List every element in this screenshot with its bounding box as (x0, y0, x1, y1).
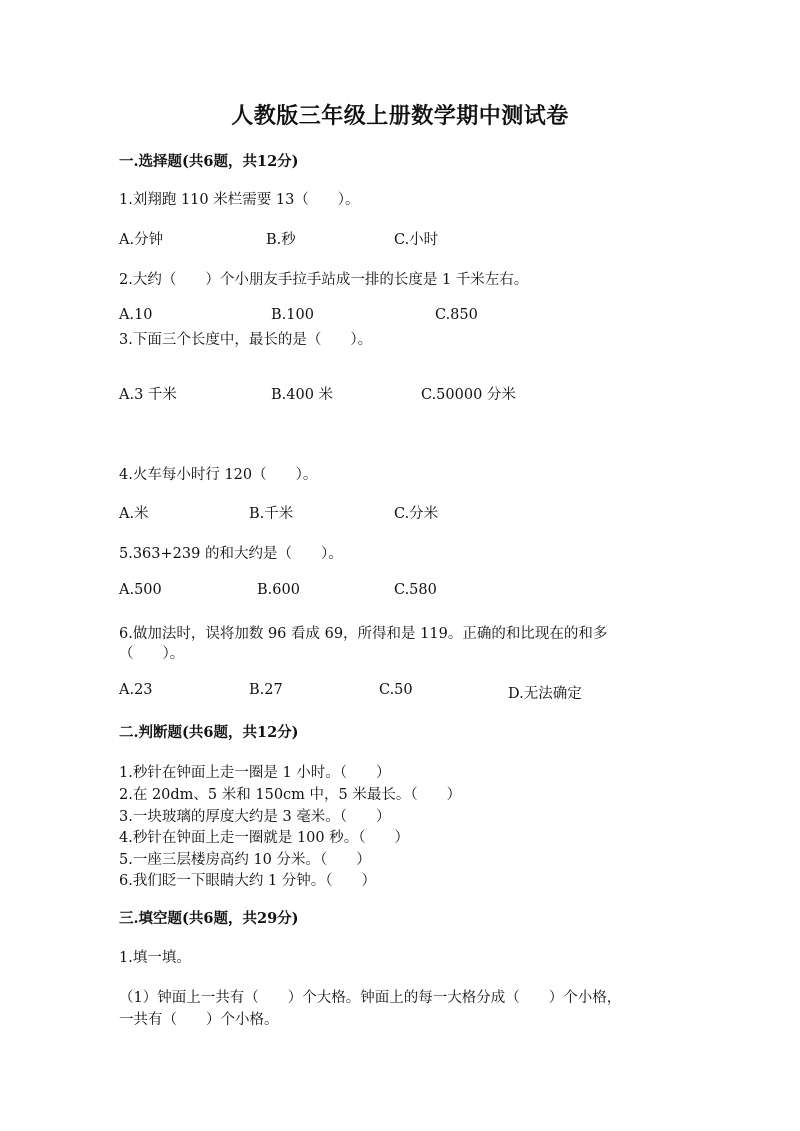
section-heading-true-false: 二.判断题(共6题，共12分) (119, 724, 299, 741)
question-1-2: 2.大约（ ）个小朋友手拉手站成一排的长度是 1 千米左右。 (119, 272, 529, 288)
option-1-6-b: B.27 (249, 682, 283, 698)
judge-question-2: 2.在 20dm、5 米和 150cm 中，5 米最长。（ ） (119, 787, 462, 803)
option-1-5-b: B.600 (257, 582, 300, 598)
option-1-1-c: C.小时 (394, 232, 439, 248)
fill-question-1-part-1-continued: 一共有（ ）个小格。 (119, 1012, 279, 1028)
option-1-2-b: B.100 (271, 307, 314, 323)
section-heading-choice: 一.选择题(共6题，共12分) (119, 153, 299, 170)
question-1-6: 6.做加法时，误将加数 96 看成 69，所得和是 119。正确的和比现在的和多 (119, 626, 608, 642)
option-1-6-a: A.23 (119, 682, 153, 698)
fill-question-1-part-1: （1）钟面上一共有（ ）个大格。钟面上的每一大格分成（ ）个小格， (119, 990, 622, 1006)
option-1-3-c: C.50000 分米 (421, 387, 516, 403)
judge-question-5: 5.一座三层楼房高约 10 分米。（ ） (119, 852, 371, 868)
judge-question-1: 1.秒针在钟面上走一圈是 1 小时。（ ） (119, 765, 391, 781)
question-1-5: 5.363+239 的和大约是（ ）。 (119, 546, 343, 562)
judge-question-4: 4.秒针在钟面上走一圈就是 100 秒。（ ） (119, 830, 409, 846)
option-1-3-a: A.3 千米 (119, 387, 177, 403)
option-1-6-c: C.50 (379, 682, 413, 698)
option-1-5-a: A.500 (119, 582, 162, 598)
option-1-3-b: B.400 米 (271, 387, 334, 403)
question-1-4: 4.火车每小时行 120（ ）。 (119, 467, 318, 483)
option-1-5-c: C.580 (394, 582, 437, 598)
option-1-1-b: B.秒 (266, 232, 296, 248)
option-1-2-a: A.10 (119, 307, 153, 323)
option-1-6-d: D.无法确定 (508, 686, 582, 702)
fill-question-1: 1.填一填。 (119, 950, 191, 966)
option-1-1-a: A.分钟 (119, 232, 164, 248)
judge-question-6: 6.我们眨一下眼睛大约 1 分钟。（ ） (119, 873, 377, 889)
option-1-4-a: A.米 (119, 506, 149, 522)
section-heading-fill-blank: 三.填空题(共6题，共29分) (119, 910, 299, 927)
judge-question-3: 3.一块玻璃的厚度大约是 3 毫米。（ ） (119, 809, 391, 825)
question-1-6-continued: （ ）。 (119, 646, 185, 662)
option-1-4-b: B.千米 (249, 506, 294, 522)
question-1-3: 3.下面三个长度中，最长的是（ ）。 (119, 332, 373, 348)
option-1-4-c: C.分米 (394, 506, 439, 522)
option-1-2-c: C.850 (435, 307, 478, 323)
question-1-1: 1.刘翔跑 110 米栏需要 13（ ）。 (119, 192, 360, 208)
page-title: 人教版三年级上册数学期中测试卷 (231, 103, 569, 129)
